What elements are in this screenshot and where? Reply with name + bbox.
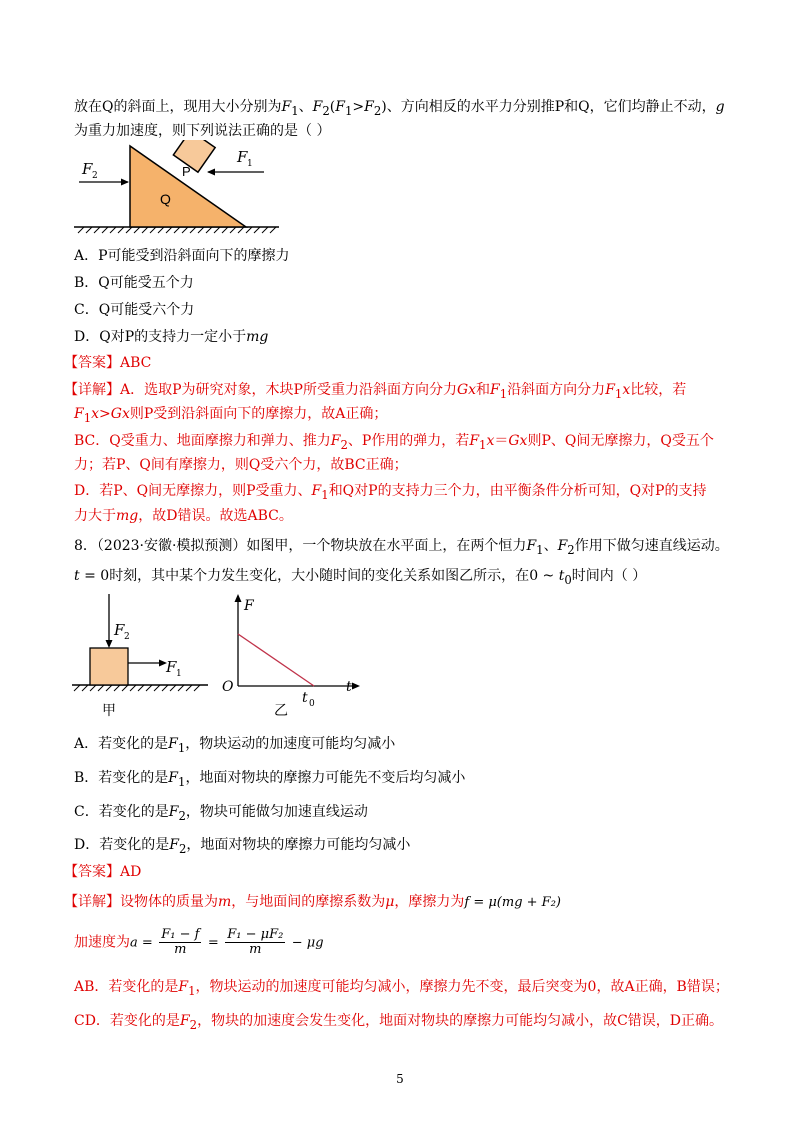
q8-detail-line3: AB．若变化的是$F_1$，物块运动的加速度可能均匀减小，摩擦力先不变，最后突变为0，故A正确，B错误； bbox=[74, 979, 729, 998]
q7-label-f2-sub: 2 bbox=[92, 171, 98, 181]
q7-arrow-f1-head bbox=[207, 169, 215, 176]
q7-detail-line3: BC．Q受重力、地面摩擦力和弹力、推力$F_2$、P作用的弹力，若$F_1x=Gx$则P、Q间无摩擦力，Q受五个 bbox=[74, 433, 714, 452]
q7-detail-line5: D．若P、Q间无摩擦力，则P受重力、$F_1$和Q对P的支持力三个力，由平衡条件分析可知，Q对P的支持 bbox=[74, 483, 707, 502]
q7-option-c: C．Q可能受六个力 bbox=[74, 302, 195, 318]
q8-detail-line2: 加速度为a = $\frac{\text{F₁ − f}}{m}$ = $\frac{\text{F₁ − μF₂}}{m}$ − μg bbox=[74, 927, 324, 957]
q8-arrow-f2-head bbox=[106, 640, 113, 648]
q7-arrow-f2-head bbox=[121, 179, 129, 186]
q8-option-c: C．若变化的是$F_2$，物块可能做匀加速直线运动 bbox=[74, 804, 368, 823]
q7-label-p: P bbox=[182, 164, 191, 179]
q8-option-b: B．若变化的是$F_1$，地面对物块的摩擦力可能先不变后均匀减小 bbox=[74, 770, 466, 789]
q7-option-d: D．Q对P的支持力一定小于mg bbox=[74, 329, 269, 345]
q7-label-f2: F bbox=[82, 160, 93, 178]
q7-ground-hatch bbox=[78, 227, 276, 233]
q8-axis-x-arrow bbox=[352, 683, 360, 690]
q8-option-d: D．若变化的是$F_2$，地面对物块的摩擦力可能均匀减小 bbox=[74, 837, 411, 856]
q8-answer: 【答案】AD bbox=[64, 864, 142, 880]
q8-caption-yi: 乙 bbox=[274, 703, 288, 719]
q8-label-f1: F bbox=[166, 658, 177, 676]
q7-option-b: B．Q可能受五个力 bbox=[74, 275, 194, 291]
q8-option-a: A．若变化的是$F_1$，物块运动的加速度可能均匀减小 bbox=[74, 736, 396, 755]
q8-frac-1: $\frac{\text{F₁ − f}}{m}$ bbox=[161, 927, 200, 957]
q7-label-f1-sub: 1 bbox=[247, 159, 253, 169]
q8-figure-right bbox=[218, 590, 368, 720]
q7-detail-line1: 【详解】A．选取P为研究对象，木块P所受重力沿斜面方向分力Gx和$F_1$沿斜面方向分力$F_1x$比较，若 bbox=[64, 382, 687, 401]
q8-axis-x-label: t bbox=[346, 679, 352, 695]
page-number: 5 bbox=[396, 1072, 404, 1086]
q8-origin-label: O bbox=[222, 679, 234, 695]
q8-force-line bbox=[238, 634, 314, 686]
q7-block-p bbox=[173, 140, 215, 172]
q7-stem-line2: 为重力加速度，则下列说法正确的是（ ） bbox=[74, 123, 331, 139]
q8-label-f1-sub: 1 bbox=[176, 669, 182, 679]
q7-label-q: Q bbox=[160, 191, 171, 207]
q8-caption-jia: 甲 bbox=[102, 703, 116, 719]
q8-stem-line2: t = 0时刻，其中某个力发生变化，大小随时间的变化关系如图乙所示，在0 ~ $t_0$时间内（ ） bbox=[74, 568, 647, 587]
q8-figure-left bbox=[70, 590, 210, 720]
q8-block bbox=[90, 648, 128, 685]
q8-axis-y-arrow bbox=[235, 594, 242, 602]
q8-ground-hatch bbox=[74, 685, 200, 691]
q7-detail-line2: $F_1x>Gx$则P受到沿斜面向下的摩擦力，故A正确； bbox=[74, 406, 388, 425]
q8-stem-line1: 8．（2023·安徽·模拟预测）如图甲，一个物块放在水平面上，在两个恒力$F_1$、$F_2$作用下做匀速直线运动。 bbox=[74, 538, 729, 557]
q8-label-f2-sub: 2 bbox=[124, 632, 130, 642]
q8-friction-formula: f = μ(mg + F₂) bbox=[464, 895, 561, 910]
q7-answer: 【答案】ABC bbox=[64, 355, 152, 371]
q8-axis-y-label: F bbox=[244, 598, 254, 614]
q7-stem-line1: 放在Q的斜面上，现用大小分别为$F_1$、$F_2(F_1>F_2)$、方向相反的水平力分别推P和Q，它们均静止不动，g bbox=[74, 99, 725, 118]
q7-label-f1: F bbox=[237, 148, 248, 166]
q7-detail-line4: 力；若P、Q间有摩擦力，则Q受六个力，故BC正确； bbox=[74, 457, 408, 473]
q8-detail-line1: 【详解】设物体的质量为m，与地面间的摩擦系数为μ，摩擦力为f = μ(mg + F₂) bbox=[64, 894, 561, 910]
q8-label-f2: F bbox=[114, 621, 125, 639]
q8-frac-2: $\frac{\text{F₁ − μF₂}}{m}$ bbox=[227, 927, 284, 957]
q7-detail-line6: 力大于mg，故D错误。故选ABC。 bbox=[74, 508, 293, 524]
q7-figure bbox=[74, 140, 284, 235]
q8-detail-line4: CD．若变化的是$F_2$，物块的加速度会发生变化，地面对物块的摩擦力可能均匀减小，故C错误，D正确。 bbox=[74, 1013, 724, 1032]
q8-t0-sub: 0 bbox=[309, 699, 315, 709]
q7-option-a: A．P可能受到沿斜面向下的摩擦力 bbox=[74, 248, 290, 264]
q8-t0-label: t bbox=[302, 690, 308, 706]
